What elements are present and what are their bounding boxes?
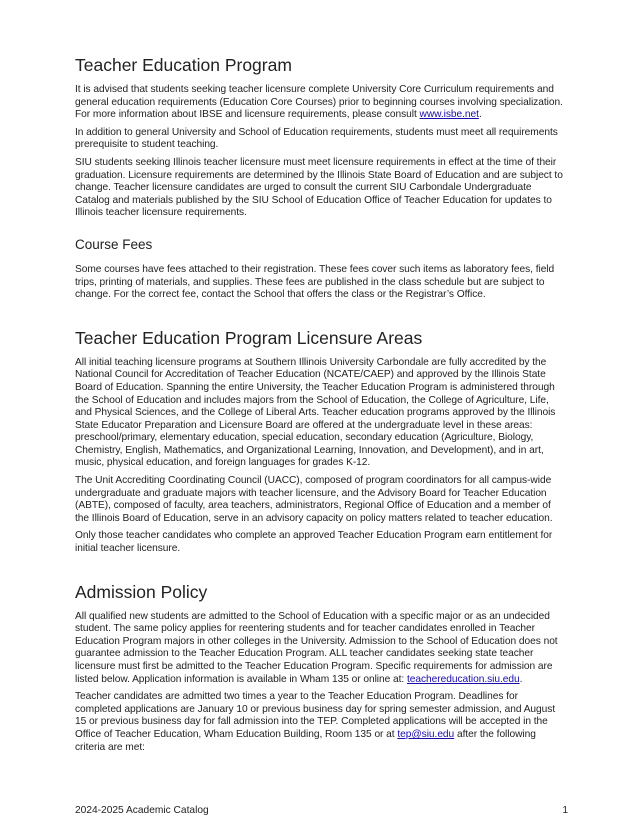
- section-heading: Admission Policy: [75, 581, 208, 602]
- paragraph: [75, 84, 567, 122]
- paragraph: [75, 691, 567, 754]
- catalog-label: 2024-2025 Academic Catalog: [75, 805, 209, 816]
- section-heading: Teacher Education Program Licensure Areas: [75, 327, 423, 348]
- paragraph-text: It is advised that students seeking teacher licensure complete University Core Curriculum requirements and general education requirements (Education Core Courses) prior to beginning courses involving specialization. For more information about IBSE and licensure requirements, please consult: [75, 84, 563, 121]
- paragraph: In addition to general University and School of Education requirements, students must meet all requirements prerequisite to student teaching.: [75, 126, 558, 151]
- admission-policy-section: [75, 581, 567, 755]
- tep-email-link[interactable]: tep@siu.edu: [397, 728, 455, 740]
- paragraph: The Unit Accrediting Coordinating Council (UACC), composed of program coordinators for all campus-wide undergraduate and graduate majors with teacher licensure, and the Advisory Board for Teacher Education (ABTE), composed of faculty, area teachers, administrators, Regional Office of Education and a member of the Illinois Board of Education, serve in an advisory capacity on policy matters related to teacher education.: [75, 475, 553, 524]
- paragraph: Some courses have fees attached to their registration. These fees cover such items as laboratory fees, field trips, printing of materials, and supplies. These fees are published in the class schedule but are subject to change. For the correct fee, contact the School that offers the class or the Registrar’s Office.: [75, 263, 555, 301]
- licensure-areas-section: [75, 327, 567, 556]
- paragraph: All initial teaching licensure programs at Southern Illinois University Carbondale are fully accredited by the National Council for Accreditation of Teacher Education (NCATE/CAEP) and approved by the Illinois State Board of Education. Spanning the entire University, the Teacher Education Program is administered through the School of Education and includes majors from the School of Education, the College of Agriculture, Life, and Physical Sciences, and the College of Liberal Arts. Teacher education programs approved by the Illinois State Educator Preparation and Licensure Board are offered at the undergraduate level in these areas: preschool/primary, elementary education, special education, secondary education (Agriculture, Biology, Chemistry, English, Mathematics, and Organizational Learning, Innovation, and Development), and in art, music, physical education, and foreign languages for grades K-12.: [75, 356, 556, 469]
- paragraph: SIU students seeking Illinois teacher licensure must meet licensure requirements in effect at the time of their graduation. Licensure requirements are determined by the Illinois State Board of Education and are subject to change. Teacher licensure candidates are urged to consult the current SIU Carbondale Undergraduate Catalog and materials published by the SIU School of Education Office of Teacher Education for updates to Illinois teacher licensure requirements.: [75, 156, 563, 219]
- subsection-heading: Course Fees: [75, 236, 153, 252]
- paragraph-text: Teacher candidates are admitted two times a year to the Teacher Education Program. Deadlines for completed applications are January 10 or previous business day for spring semester admission, and August 15 or previous business day for fall admission into the TEP. Completed applications will be accepted in the Office of Teacher Education, Wham Education Building, Room 135 or at: [75, 691, 556, 740]
- teachereducation-link[interactable]: teachereducation.siu.edu: [406, 673, 520, 685]
- paragraph-end: after the following criteria are met:: [75, 728, 536, 753]
- teacher-education-program-section: [75, 54, 567, 220]
- page-footer: [75, 805, 568, 817]
- course-fees-section: [75, 236, 567, 302]
- isbe-link[interactable]: www.isbe.net: [419, 109, 479, 121]
- page-number: 1: [562, 805, 568, 816]
- paragraph: [75, 611, 567, 687]
- paragraph-end: .: [478, 109, 482, 121]
- document-content: [75, 54, 567, 759]
- paragraph-text: All qualified new students are admitted to the School of Education with a specific major or as an undecided student. The same policy applies for reentering students and for teacher candidates enrolled in Teacher Education Program majors in other colleges in the University. Admission to the School of Education does not guarantee admission to the Teacher Education Program. ALL teacher candidates seeking state teacher licensure must first be admitted to the Teacher Education Program. Specific requirements for admission are listed below. Application information is available in Wham 135 or online at:: [75, 610, 558, 685]
- paragraph-end: .: [519, 673, 523, 685]
- section-heading: Teacher Education Program: [75, 55, 292, 75]
- paragraph: Only those teacher candidates who complete an approved Teacher Education Program earn entitlement for initial teacher licensure.: [75, 530, 553, 555]
